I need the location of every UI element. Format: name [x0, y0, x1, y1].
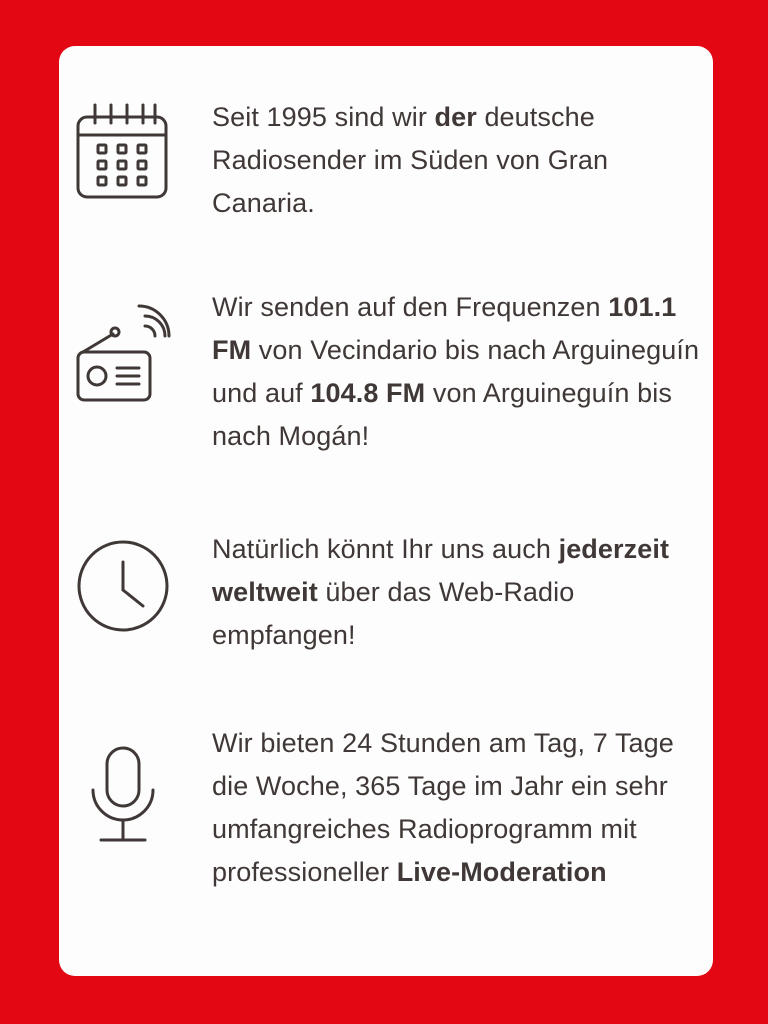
- feature-text: Wir senden auf den Frequenzen 101.1 FM von Vecindario bis nach Arguineguín und auf 104.8 FM von Arguineguín bis nach Mogán!: [212, 292, 700, 451]
- info-card: [59, 46, 713, 976]
- calendar-icon: [75, 101, 171, 201]
- feature-text: Natürlich könnt Ihr uns auch jederzeit weltweit über das Web-Radio empfangen!: [212, 534, 670, 650]
- microphone-icon: [75, 744, 171, 844]
- clock-icon: [75, 536, 171, 636]
- feature-text: Seit 1995 sind wir der deutsche Radiosender im Süden von Gran Canaria.: [212, 102, 609, 218]
- radio-icon: [75, 304, 171, 404]
- feature-text: Wir bieten 24 Stunden am Tag, 7 Tage die Woche, 365 Tage im Jahr ein sehr umfangreiches Radioprogramm mit professioneller Live-Moderation: [212, 728, 674, 887]
